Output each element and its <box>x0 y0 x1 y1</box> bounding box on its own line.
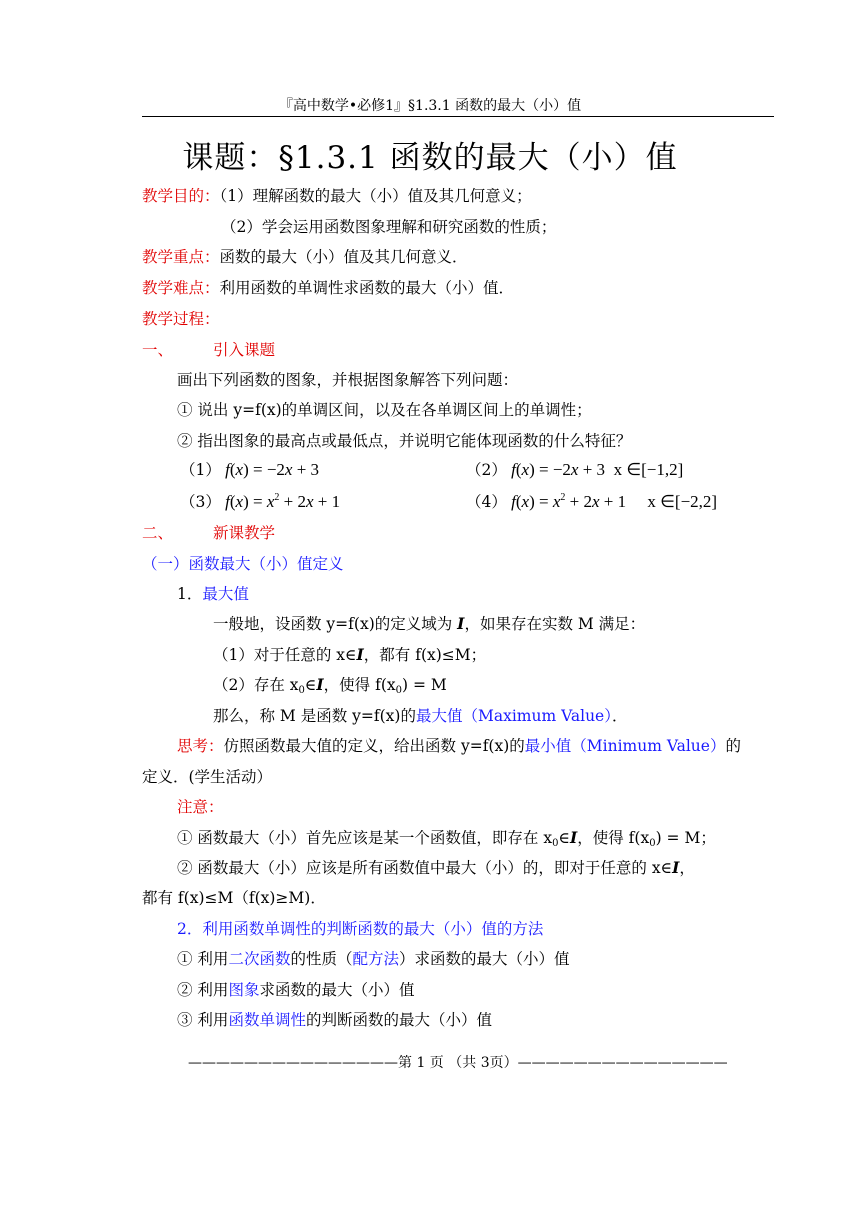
think-line-2: 定义．(学生活动） <box>142 768 273 786</box>
function-1 <box>180 458 319 480</box>
think-text-b: 的 <box>725 737 741 755</box>
definition-text-b: ，如果存在实数 M 满足： <box>464 615 646 633</box>
difficulty-line <box>142 276 514 298</box>
function-2-domain: x ∈[−1,2] <box>613 460 684 479</box>
method-3-text-b: 的判断函数的最大（小）值 <box>305 1011 492 1029</box>
function-2-formula: f(x) = −2x + 3 <box>511 460 614 479</box>
note-1-text-a: ① 函数最大（小）首先应该是某一个函数值，即存在 x <box>177 829 553 847</box>
subscript-zero: 0 <box>649 838 656 849</box>
method-1-text-a: ① 利用 <box>177 950 229 968</box>
subscript-zero: 0 <box>298 685 305 696</box>
definition-text-a: 一般地，设函数 y=f(x)的定义域为 <box>213 615 458 633</box>
think-label: 思考： <box>177 737 224 755</box>
subscript-zero: 0 <box>395 685 402 696</box>
definition-line-1 <box>213 612 645 634</box>
note-2 <box>177 856 695 878</box>
method-2-text-b: 求函数的最大（小）值 <box>259 981 415 999</box>
method-1-text-c: ）求函数的最大（小）值 <box>398 950 570 968</box>
section-1-intro: 画出下列函数的图象，并根据图象解答下列问题： <box>177 371 519 389</box>
key-point-label: 教学重点： <box>142 248 220 266</box>
quadratic-function-term: 二次函数 <box>228 950 291 968</box>
process-label: 教学过程： <box>142 310 220 328</box>
condition-2-text-c: ，使得 f(x <box>323 676 396 694</box>
think-text-a: 仿照函数最大值的定义，给出函数 y=f(x)的 <box>223 737 525 755</box>
function-2-number: （2） <box>466 461 507 479</box>
question-1: ① 说出 y=f(x)的单调区间，以及在各单调区间上的单调性； <box>177 401 592 419</box>
function-2 <box>466 458 683 480</box>
think-line-1 <box>177 734 741 756</box>
note-2-text-b: ， <box>679 859 695 877</box>
question-2: ② 指出图象的最高点或最低点，并说明它能体现函数的什么特征？ <box>177 432 632 450</box>
objective-1: （1）理解函数的最大（小）值及其几何意义； <box>219 187 532 205</box>
note-2-text-a: ② 函数最大（小）应该是所有函数值中最大（小）的，即对于任意的 x∈ <box>177 859 673 877</box>
max-value-term: 最大值（Maximum Value） <box>415 707 612 725</box>
domain-symbol: I <box>457 614 465 633</box>
objectives-line-1 <box>142 184 532 206</box>
subsection-1-heading: （一）函数最大（小）值定义 <box>142 555 344 573</box>
completing-square-term: 配方法 <box>352 950 399 968</box>
method-3 <box>177 1008 492 1030</box>
conclusion-text-a: 那么，称 M 是函数 y=f(x)的 <box>213 707 416 725</box>
objective-2: （2）学会运用函数图象理解和研究函数的性质； <box>221 218 557 236</box>
condition-2 <box>213 673 447 695</box>
element-of-symbol: ∈ <box>304 676 317 694</box>
note-1-text-c: ) = M； <box>655 829 716 847</box>
method-heading: 2．利用函数单调性的判断函数的最大（小）值的方法 <box>177 920 544 938</box>
objectives-label: 教学目的： <box>142 187 220 205</box>
note-1-text-b: ，使得 f(x <box>577 829 650 847</box>
note-2-line-2: 都有 f(x)≤M（f(x)≥M)． <box>142 889 326 907</box>
domain-symbol: I <box>356 645 364 664</box>
function-3 <box>180 490 340 512</box>
max-value-conclusion <box>213 704 628 726</box>
min-value-term: 最小值（Minimum Value） <box>524 737 726 755</box>
domain-symbol: I <box>316 675 324 694</box>
section-2-number: 二、 <box>142 524 174 542</box>
condition-1-text-b: ，都有 f(x)≤M； <box>363 646 487 664</box>
function-3-number: （3） <box>180 493 221 511</box>
function-1-number: （1） <box>180 461 221 479</box>
header-rule <box>142 116 774 117</box>
method-1-text-b: 的性质（ <box>290 950 353 968</box>
function-4-formula: $f(x) = x^2 + 2x + 1$ <box>511 492 648 511</box>
difficulty-text: 利用函数的单调性求函数的最大（小）值． <box>219 279 515 297</box>
function-4-domain: x ∈[−2,2] <box>647 492 718 511</box>
key-point-line <box>142 245 468 267</box>
graph-term: 图象 <box>228 981 260 999</box>
page-footer: ———————————————第 1 页 （共 3页）——————————————— <box>188 1055 728 1071</box>
function-4-number: （4） <box>466 493 507 511</box>
subscript-zero: 0 <box>552 838 559 849</box>
domain-symbol: I <box>672 858 680 877</box>
max-value-heading-number: 1． <box>177 585 203 603</box>
section-1-heading: 引入课题 <box>213 341 276 359</box>
method-2-text-a: ② 利用 <box>177 981 229 999</box>
method-2 <box>177 978 414 1000</box>
method-3-text-a: ③ 利用 <box>177 1011 229 1029</box>
condition-1 <box>213 643 486 665</box>
note-label: 注意： <box>177 798 224 816</box>
page-title: 课题：§1.3.1 函数的最大（小）值 <box>182 140 678 176</box>
function-1-formula: f(x) = −2x + 3 <box>225 460 320 479</box>
note-1 <box>177 826 716 848</box>
section-2-heading: 新课教学 <box>213 524 276 542</box>
difficulty-label: 教学难点： <box>142 279 220 297</box>
method-1 <box>177 947 570 969</box>
condition-2-text-a: （2）存在 x <box>213 676 299 694</box>
domain-symbol: I <box>569 828 578 847</box>
conclusion-text-b: ． <box>611 707 628 725</box>
condition-2-text-d: ) = M <box>401 676 447 694</box>
element-of-symbol: ∈ <box>558 829 570 847</box>
condition-1-text-a: （1）对于任意的 x∈ <box>213 646 357 664</box>
function-3-formula: $f(x) = x^2 + 2x + 1$ <box>225 492 341 511</box>
key-point-text: 函数的最大（小）值及其几何意义． <box>219 248 468 266</box>
section-1-number: 一、 <box>142 341 174 359</box>
max-value-heading <box>177 582 249 604</box>
max-value-heading-text: 最大值 <box>202 585 249 603</box>
monotonicity-term: 函数单调性 <box>228 1011 306 1029</box>
running-header: 『高中数学•必修1』§1.3.1 函数的最大（小）值 <box>278 98 582 114</box>
function-4 <box>466 490 717 512</box>
